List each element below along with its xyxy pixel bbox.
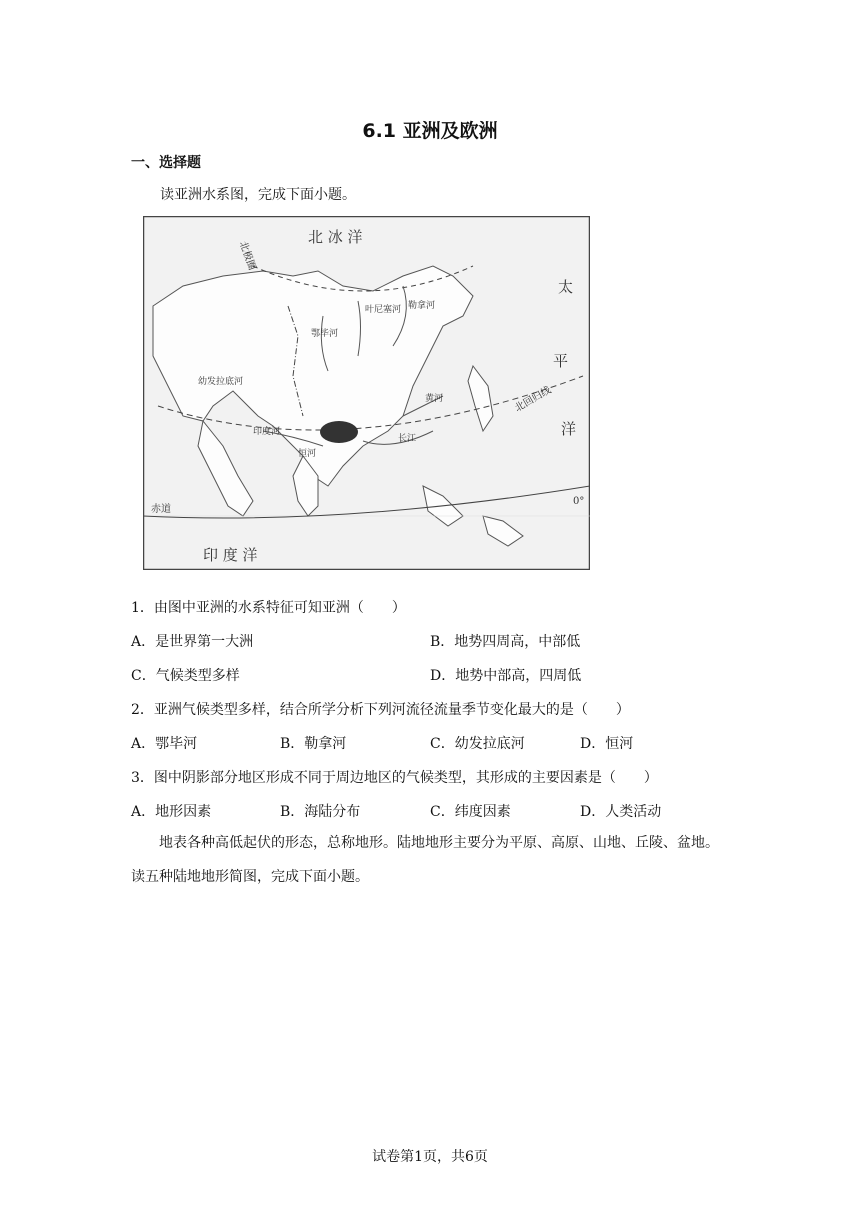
map-label-euphrates: 幼发拉底河 [198,377,244,387]
map-label-lena: 勒拿河 [408,301,436,311]
question-1-stem: 1．由图中亚洲的水系特征可知亚洲（ ） [131,600,406,616]
question-3-stem: 3．图中阴影部分地区形成不同于周边地区的气候类型，其形成的主要因素是（ ） [131,770,658,786]
map-label-yangtze: 长江 [398,434,417,444]
map-label-ob: 鄂毕河 [311,329,339,339]
map-label-tropic-cancer: 北回归线 [513,384,554,415]
map-label-ganges: 恒河 [298,449,317,459]
map-label-yenisei: 叶尼塞河 [365,305,402,315]
question-1-option-d[interactable]: D．地势中部高，四周低 [430,668,582,684]
question-3-option-d[interactable]: D．人类活动 [580,804,662,820]
page-footer: 试卷第1页，共6页 [372,1149,488,1165]
map-label-pacific-3: 洋 [561,420,577,438]
question-3-option-b[interactable]: B．海陆分布 [280,804,361,820]
map-label-arctic-ocean: 北 冰 洋 [308,228,363,246]
question-3-option-c[interactable]: C．纬度因素 [430,804,511,820]
question-2-option-b[interactable]: B．勒拿河 [280,736,347,752]
map-label-indian-ocean: 印 度 洋 [203,546,258,564]
landform-paragraph: 地表各种高低起伏的形态，总称地形。陆地地形主要分为平原、高原、山地、丘陵、盆地。读五种陆地地形简图，完成下面小题。 [131,835,719,885]
page-title: 6.1 亚洲及欧洲 [362,120,498,142]
map-label-pacific-1: 太 [558,278,574,296]
map-label-equator: 赤道 [151,504,171,515]
question-intro: 读亚洲水系图，完成下面小题。 [160,187,356,203]
question-1-option-b[interactable]: B．地势四周高，中部低 [430,634,581,650]
question-2-option-d[interactable]: D．恒河 [580,736,634,752]
question-2-option-c[interactable]: C．幼发拉底河 [430,736,525,752]
map-label-indus: 印度河 [253,427,281,437]
question-1-option-c[interactable]: C．气候类型多样 [131,668,240,684]
question-3-option-a[interactable]: A．地形因素 [131,804,212,820]
map-label-yellow: 黄河 [425,394,444,404]
section-heading: 一、选择题 [131,155,201,171]
map-label-pacific-2: 平 [553,352,569,370]
map-label-arctic-circle: 北极圈 [236,239,258,272]
question-1-option-a[interactable]: A．是世界第一大洲 [131,634,254,650]
question-2-option-a[interactable]: A．鄂毕河 [131,736,198,752]
map-label-zero: 0° [573,496,585,507]
question-2-stem: 2．亚洲气候类型多样，结合所学分析下列河流径流量季节变化最大的是（ ） [131,702,630,718]
asia-river-map [143,216,590,570]
